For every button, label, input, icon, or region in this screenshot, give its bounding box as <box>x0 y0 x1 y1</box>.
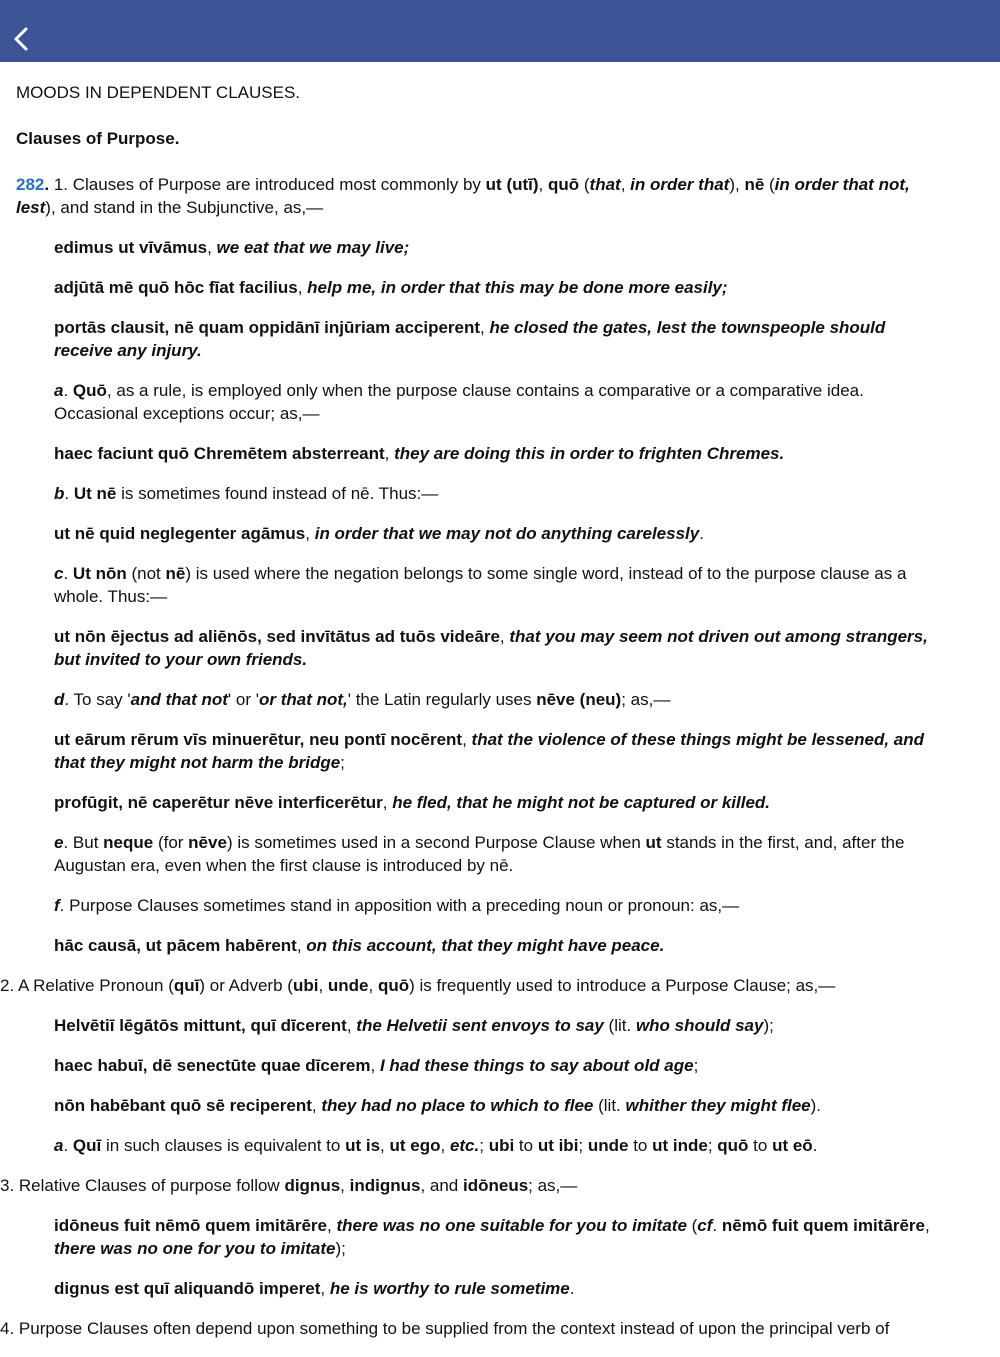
note-b: b. Ut nē is sometimes found instead of nē. Thus:— <box>54 484 439 503</box>
paragraph-3: 3. Relative Clauses of purpose follow dignus, indignus, and idōneus; as,— <box>0 1176 578 1195</box>
note-d: d. To say 'and that not' or 'or that not,' the Latin regularly uses nēve (neu); as,— <box>54 690 671 709</box>
top-nav-bar <box>0 0 1000 62</box>
note-c: c. Ut nōn (not nē) is used where the negation belongs to some single word, instead of to the purpose clause as a whole. Thus:— <box>54 564 907 606</box>
paragraph-2: 2. A Relative Pronoun (quī) or Adverb (ubi, unde, quō) is frequently used to introduce a Purpose Clause; as,— <box>0 976 836 995</box>
section-number-link[interactable]: 282 <box>16 175 45 194</box>
para-text: 1. Clauses of Purpose are introduced most commonly by ut (utī), quō (that, in order that), nē (in order that not, lest), and stand in the Subjunctive, as,— <box>16 175 910 217</box>
example-1: edimus ut vīvāmus, we eat that we may live; <box>54 238 410 257</box>
article-body <box>0 173 948 1357</box>
example-3: portās clausit, nē quam oppidānī injūriam acciperent, he closed the gates, lest the townspeople should receive any injury. <box>54 318 886 360</box>
example-4: haec faciunt quō Chremētem absterreant, they are doing this in order to frighten Chremes. <box>54 444 785 463</box>
example-9: hāc causā, ut pācem habērent, on this account, that they might have peace. <box>54 936 665 955</box>
back-button[interactable] <box>8 22 34 56</box>
example-6: ut nōn ējectus ad aliēnōs, sed invītātus ad tuōs videāre, that you may seem not driven out among strangers, but invited to your own friends. <box>54 627 928 669</box>
example-7: ut eārum rērum vīs minuerētur, neu pontī nocērent, that the violence of these things might be lessened, and that they might not harm the bridge; <box>54 730 925 772</box>
example-5: ut nē quid neglegenter agāmus, in order that we may not do anything carelessly. <box>54 524 704 543</box>
example-2: adjūtā mē quō hōc fīat facilius, help me, in order that this may be done more easily; <box>54 278 728 297</box>
example-11: haec habuī, dē senectūte quae dīcerem, I had these things to say about old age; <box>54 1056 699 1075</box>
section-subtitle: Clauses of Purpose. <box>16 129 180 148</box>
example-8: profūgit, nē caperētur nēve interficerētur, he fled, that he might not be captured or killed. <box>54 793 771 812</box>
paragraph-1: 282. 1. Clauses of Purpose are introduced most commonly by ut (utī), quō (that, in order that), nē (in order that not, lest), and stand in the Subjunctive, as,— <box>16 175 910 217</box>
chevron-left-icon <box>13 27 29 51</box>
paragraph-4: 4. Purpose Clauses often depend upon something to be supplied from the context instead of upon the principal verb of <box>0 1319 890 1338</box>
note-a: a. Quō, as a rule, is employed only when the purpose clause contains a comparative or a comparative idea. Occasional exceptions occur; as,— <box>54 381 864 423</box>
page-title: MOODS IN DEPENDENT CLAUSES. <box>16 83 301 102</box>
example-10: Helvētiī lēgātōs mittunt, quī dīcerent, the Helvetii sent envoys to say (lit. who should say); <box>54 1016 774 1035</box>
note-f: f. Purpose Clauses sometimes stand in apposition with a preceding noun or pronoun: as,— <box>54 896 740 915</box>
example-13: idōneus fuit nēmō quem imitārēre, there was no one suitable for you to imitate (cf. nēmō fuit quem imitārēre, there was no one for you to imitate); <box>54 1216 930 1258</box>
note-2a: a. Quī in such clauses is equivalent to ut is, ut ego, etc.; ubi to ut ibi; unde to ut inde; quō to ut eō. <box>54 1136 818 1155</box>
note-e: e. But neque (for nēve) is sometimes used in a second Purpose Clause when ut stands in the first, and, after the Augustan era, even when the first clause is introduced by nē. <box>54 833 905 875</box>
example-14: dignus est quī aliquandō imperet, he is worthy to rule sometime. <box>54 1279 575 1298</box>
example-12: nōn habēbant quō sē reciperent, they had no place to which to flee (lit. whither they might flee). <box>54 1096 822 1115</box>
